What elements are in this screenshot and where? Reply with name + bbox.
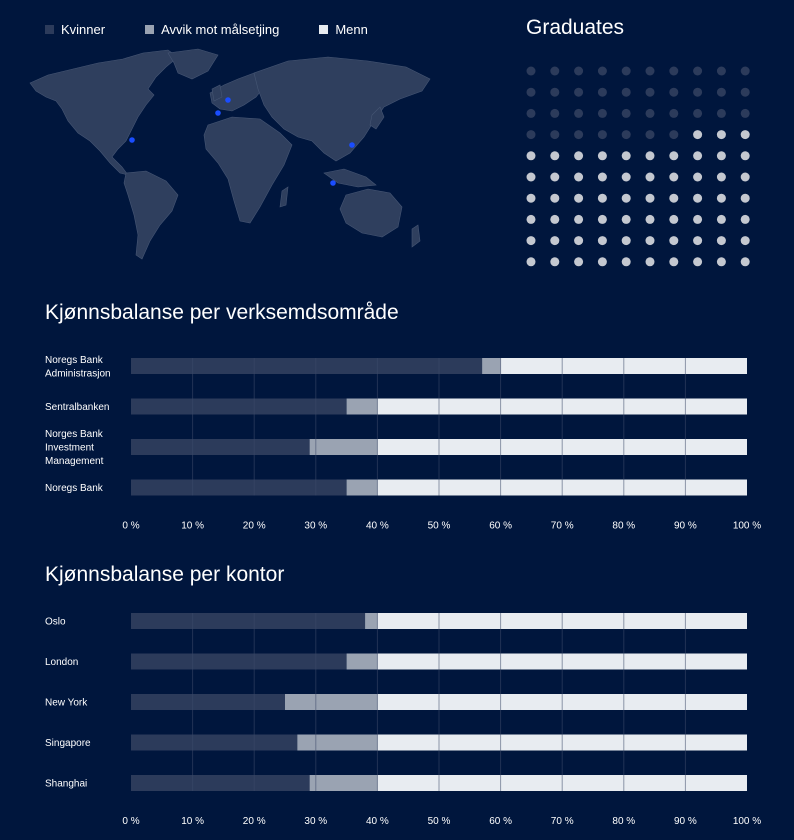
graduate-dot-woman: [550, 109, 559, 118]
graduate-dot-man: [693, 173, 702, 182]
graduate-dot-man: [741, 173, 750, 182]
map-new-zealand: [412, 225, 420, 247]
bar-segment-avvik-mot-målsetjing-0: [482, 358, 500, 374]
legend-swatch-avvik: [145, 25, 154, 34]
graduate-dot-woman: [622, 88, 631, 97]
graduate-dot-man: [598, 257, 607, 266]
graduate-dot-man: [693, 151, 702, 160]
graduate-dot-woman: [646, 130, 655, 139]
legend-label-kvinner: Kvinner: [61, 22, 106, 37]
graduate-dot-woman: [646, 109, 655, 118]
graduate-dot-woman: [527, 67, 536, 76]
graduate-dot-man: [598, 151, 607, 160]
graduate-dot-man: [574, 151, 583, 160]
x-tick-label: 10 %: [181, 520, 204, 532]
legend: [45, 22, 408, 37]
graduate-dot-man: [741, 257, 750, 266]
bar-segment-avvik-mot-målsetjing-2: [285, 694, 377, 710]
legend-swatch-menn: [319, 25, 328, 34]
bar-segment-kvinner-3: [131, 735, 297, 751]
graduate-dot-man: [669, 236, 678, 245]
graduate-dot-man: [717, 236, 726, 245]
graduate-dot-man: [646, 236, 655, 245]
map-marker-shanghai: [349, 142, 355, 148]
graduate-dot-man: [741, 236, 750, 245]
legend-item-menn: [319, 22, 368, 37]
graduate-dot-woman: [717, 109, 726, 118]
x-tick-label: 70 %: [550, 816, 574, 827]
x-tick-label: 10 %: [181, 816, 204, 827]
graduate-dot-woman: [527, 109, 536, 118]
chart-title-kontor: Kjønnsbalanse per kontor: [45, 563, 285, 586]
graduate-dot-woman: [527, 130, 536, 139]
x-tick-label: 20 %: [242, 520, 266, 532]
graduate-dot-man: [574, 194, 583, 203]
graduate-dot-man: [693, 194, 702, 203]
bar-segment-avvik-mot-målsetjing-0: [365, 613, 377, 629]
bar-segment-avvik-mot-målsetjing-1: [347, 399, 378, 415]
x-tick-label: 80 %: [612, 816, 636, 827]
graduate-dot-man: [693, 257, 702, 266]
graduate-dot-woman: [669, 67, 678, 76]
graduate-dot-man: [574, 215, 583, 224]
x-tick-label: 30 %: [304, 816, 328, 827]
x-tick-label: 0 %: [122, 520, 140, 532]
graduate-dot-man: [527, 236, 536, 245]
bar-segment-kvinner-4: [131, 775, 310, 791]
graduate-dot-man: [598, 236, 607, 245]
graduate-dot-woman: [598, 130, 607, 139]
graduate-dot-man: [717, 173, 726, 182]
graduate-dot-woman: [574, 67, 583, 76]
graduate-dot-man: [550, 194, 559, 203]
graduate-dot-woman: [598, 109, 607, 118]
graduate-dot-man: [574, 173, 583, 182]
graduate-dot-woman: [550, 130, 559, 139]
graduate-dot-man: [622, 173, 631, 182]
category-label: New York: [45, 697, 88, 709]
graduate-dot-man: [669, 257, 678, 266]
x-tick-label: 100 %: [732, 816, 762, 827]
x-tick-label: 60 %: [489, 816, 512, 827]
graduate-dot-woman: [741, 67, 750, 76]
map-marker-oslo: [225, 97, 231, 103]
category-label: Noregs Bank Administrasjon: [45, 354, 111, 380]
graduate-dot-woman: [741, 88, 750, 97]
category-label: London: [45, 657, 79, 668]
graduate-dot-man: [646, 215, 655, 224]
category-label: Shanghai: [45, 778, 88, 790]
x-tick-label: 50 %: [427, 816, 451, 827]
graduate-dot-man: [527, 194, 536, 203]
graduate-dot-man: [669, 194, 678, 203]
map-north-america: [30, 50, 178, 175]
bar-segment-avvik-mot-målsetjing-3: [347, 480, 378, 496]
map-south-america: [124, 171, 178, 259]
graduate-dot-man: [527, 215, 536, 224]
x-tick-label: 40 %: [366, 816, 389, 827]
map-greenland: [168, 49, 218, 79]
graduate-dot-man: [741, 130, 750, 139]
category-label: Norges Bank Investment Management: [45, 429, 104, 467]
graduate-dot-man: [669, 173, 678, 182]
graduate-dot-man: [741, 151, 750, 160]
graduate-dot-woman: [693, 109, 702, 118]
category-label: Singapore: [45, 738, 91, 749]
graduate-dot-woman: [717, 67, 726, 76]
x-tick-label: 50 %: [427, 520, 451, 532]
map-africa: [204, 117, 292, 223]
chart-title-verksemdsomrade: Kjønnsbalanse per verksemdsområde: [45, 301, 399, 324]
bar-segment-kvinner-1: [131, 654, 347, 670]
graduate-dot-woman: [646, 67, 655, 76]
graduate-dot-woman: [646, 88, 655, 97]
graduate-dot-man: [717, 151, 726, 160]
graduate-dot-man: [622, 151, 631, 160]
graduate-dot-man: [550, 236, 559, 245]
bar-segment-avvik-mot-målsetjing-3: [297, 735, 377, 751]
graduate-dot-woman: [527, 88, 536, 97]
bar-segment-kvinner-2: [131, 439, 310, 455]
graduate-dot-man: [693, 215, 702, 224]
graduates-dot-grid: [520, 60, 760, 275]
world-map: [28, 45, 438, 265]
bar-segment-kvinner-0: [131, 613, 365, 629]
bar-segment-kvinner-3: [131, 480, 347, 496]
x-tick-label: 80 %: [612, 520, 636, 532]
graduate-dot-man: [717, 215, 726, 224]
category-label: Oslo: [45, 616, 66, 628]
graduate-dot-woman: [669, 88, 678, 97]
graduate-dot-man: [741, 215, 750, 224]
graduate-dot-woman: [693, 67, 702, 76]
graduate-dot-woman: [622, 109, 631, 118]
graduate-dot-woman: [717, 88, 726, 97]
x-tick-label: 70 %: [550, 520, 574, 532]
graduate-dot-woman: [622, 67, 631, 76]
graduates-title: Graduates: [526, 16, 625, 39]
graduate-dot-man: [527, 257, 536, 266]
x-tick-label: 40 %: [366, 520, 389, 532]
graduate-dot-man: [622, 236, 631, 245]
graduate-dot-woman: [622, 130, 631, 139]
bar-segment-avvik-mot-målsetjing-1: [347, 654, 378, 670]
graduate-dot-man: [669, 151, 678, 160]
graduate-dot-woman: [550, 67, 559, 76]
x-tick-label: 100 %: [732, 520, 762, 532]
map-marker-new-york: [129, 137, 135, 143]
graduate-dot-man: [717, 130, 726, 139]
graduate-dot-man: [622, 215, 631, 224]
graduate-dot-man: [598, 173, 607, 182]
graduate-dot-man: [550, 257, 559, 266]
graduate-dot-woman: [669, 109, 678, 118]
graduate-dot-man: [646, 151, 655, 160]
map-marker-singapore: [330, 180, 336, 186]
graduate-dot-woman: [598, 88, 607, 97]
graduate-dot-man: [527, 151, 536, 160]
bar-segment-kvinner-1: [131, 399, 347, 415]
graduate-dot-man: [574, 257, 583, 266]
x-tick-label: 30 %: [304, 520, 328, 532]
graduate-dot-woman: [574, 130, 583, 139]
legend-swatch-kvinner: [45, 25, 54, 34]
legend-item-kvinner: [45, 22, 105, 37]
graduate-dot-woman: [574, 109, 583, 118]
graduate-dot-man: [598, 194, 607, 203]
graduate-dot-man: [693, 130, 702, 139]
graduate-dot-man: [574, 236, 583, 245]
bar-segment-kvinner-0: [131, 358, 482, 374]
graduate-dot-man: [550, 151, 559, 160]
x-tick-label: 20 %: [242, 816, 266, 827]
bar-segment-kvinner-2: [131, 694, 285, 710]
chart-kontor-svg: [0, 600, 794, 830]
graduate-dot-man: [622, 257, 631, 266]
graduate-dot-man: [646, 173, 655, 182]
graduate-dot-man: [717, 194, 726, 203]
graduate-dot-man: [693, 236, 702, 245]
graduate-dot-man: [669, 215, 678, 224]
graduate-dot-man: [717, 257, 726, 266]
graduate-dot-woman: [550, 88, 559, 97]
category-label: Noregs Bank: [45, 483, 103, 494]
graduate-dot-man: [646, 194, 655, 203]
legend-label-menn: Menn: [335, 22, 368, 37]
map-australia: [340, 189, 402, 237]
legend-item-avvik: [145, 22, 279, 37]
graduate-dot-man: [646, 257, 655, 266]
bar-segment-avvik-mot-målsetjing-4: [310, 775, 378, 791]
graduate-dot-man: [741, 194, 750, 203]
x-tick-label: 0 %: [122, 816, 140, 827]
graduate-dot-woman: [741, 109, 750, 118]
graduate-dot-man: [527, 173, 536, 182]
x-tick-label: 90 %: [674, 816, 697, 827]
graduate-dot-man: [550, 215, 559, 224]
graduate-dot-man: [622, 194, 631, 203]
map-madagascar: [280, 187, 288, 207]
graduate-dot-man: [550, 173, 559, 182]
chart-verksemdsomrade-svg: [0, 345, 794, 535]
x-tick-label: 90 %: [674, 520, 697, 532]
legend-label-avvik: Avvik mot målsetjing: [161, 22, 280, 37]
graduate-dot-woman: [574, 88, 583, 97]
graduate-dot-woman: [693, 88, 702, 97]
map-marker-london: [215, 110, 221, 116]
x-tick-label: 60 %: [489, 520, 512, 532]
bar-segment-avvik-mot-målsetjing-2: [310, 439, 378, 455]
graduate-dot-woman: [669, 130, 678, 139]
graduate-dot-woman: [598, 67, 607, 76]
graduate-dot-man: [598, 215, 607, 224]
category-label: Sentralbanken: [45, 402, 110, 413]
